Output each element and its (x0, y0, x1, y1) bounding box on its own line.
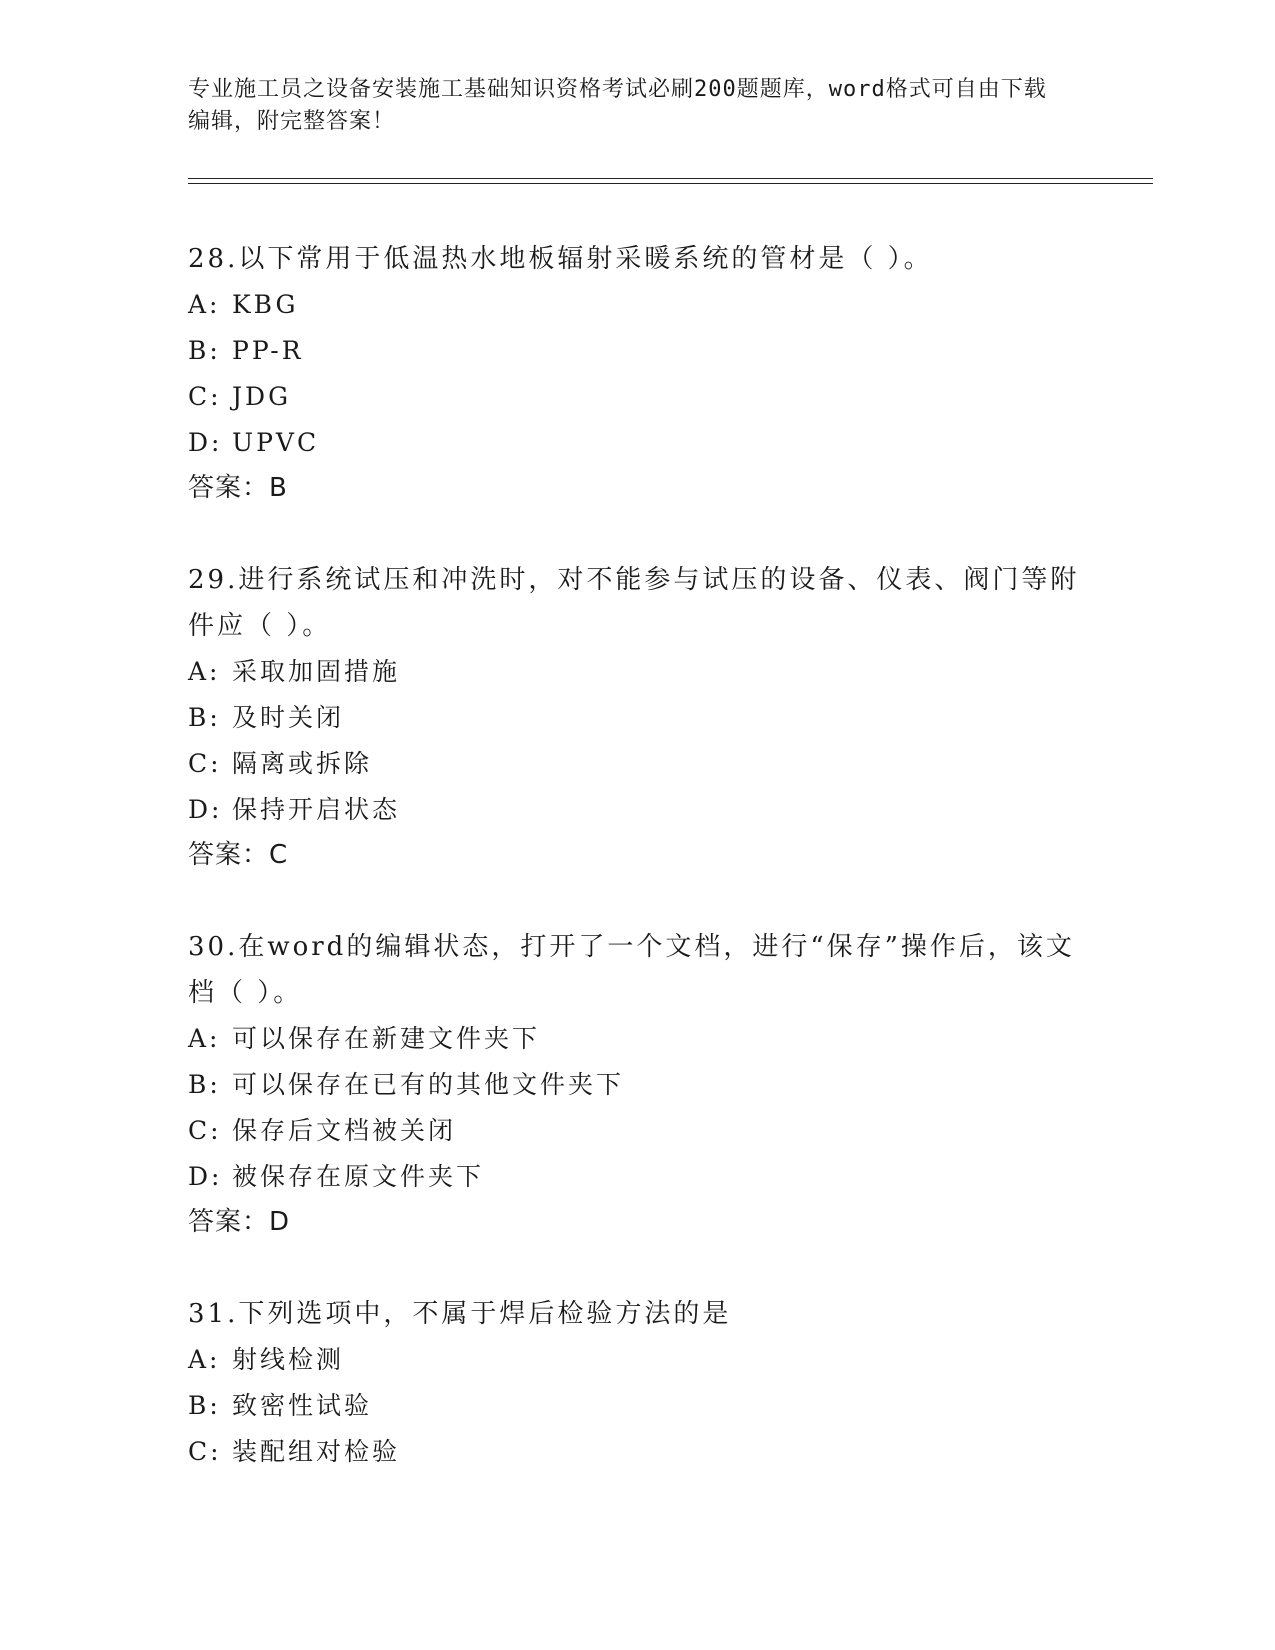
option-b (188, 1062, 1088, 1108)
option-c (188, 1429, 1088, 1475)
option-text: 隔离或拆除 (232, 749, 373, 778)
option-b (188, 1383, 1088, 1429)
option-c (188, 1108, 1088, 1154)
option-text: 采取加固措施 (232, 657, 401, 686)
option-text: 及时关闭 (232, 703, 345, 732)
question-stem: 28.以下常用于低温热水地板辐射采暖系统的管材是（ ）。 (188, 244, 933, 274)
option-text: 装配组对检验 (232, 1437, 401, 1466)
question-item (188, 557, 1088, 877)
question-stem: 29.进行系统试压和冲洗时，对不能参与试压的设备、仪表、阀门等附件应（ ）。 (188, 565, 1080, 641)
option-letter: C: (188, 749, 222, 778)
option-a (188, 649, 1088, 695)
option-text: 射线检测 (232, 1345, 345, 1374)
answer-line: 答案：B (188, 473, 288, 503)
option-letter: B: (188, 703, 221, 732)
option-letter: C: (188, 1116, 222, 1145)
option-text: 保存后文档被关闭 (232, 1116, 457, 1145)
option-text: UPVC (232, 428, 320, 457)
option-text: 可以保存在新建文件夹下 (232, 1024, 541, 1053)
question-item (188, 1291, 1088, 1475)
option-letter: A: (188, 1024, 221, 1053)
option-text: 可以保存在已有的其他文件夹下 (232, 1070, 625, 1099)
option-letter: A: (188, 290, 221, 319)
option-letter: A: (188, 657, 221, 686)
option-text: JDG (232, 382, 292, 411)
option-text: PP-R (232, 336, 304, 365)
option-d (188, 420, 1088, 466)
option-letter: B: (188, 1391, 221, 1420)
header-divider-top (188, 178, 1153, 179)
option-letter: D: (188, 428, 223, 457)
option-letter: D: (188, 795, 223, 824)
option-c (188, 741, 1088, 787)
option-b (188, 695, 1088, 741)
option-letter: C: (188, 1437, 222, 1466)
answer-line: 答案：C (188, 840, 289, 870)
option-text: 致密性试验 (232, 1391, 373, 1420)
option-text: 被保存在原文件夹下 (232, 1162, 485, 1191)
option-a (188, 282, 1088, 328)
option-b (188, 328, 1088, 374)
option-d (188, 787, 1088, 833)
option-letter: B: (188, 336, 221, 365)
header-divider-bottom (188, 183, 1153, 184)
option-letter: B: (188, 1070, 221, 1099)
document-header: 专业施工员之设备安装施工基础知识资格考试必刷200题题库，word格式可自由下载编辑，附完整答案！ (188, 77, 1047, 134)
option-letter: A: (188, 1345, 221, 1374)
option-c (188, 374, 1088, 420)
option-letter: C: (188, 382, 222, 411)
question-item (188, 924, 1088, 1244)
option-a (188, 1337, 1088, 1383)
answer-line: 答案：D (188, 1207, 291, 1237)
question-item (188, 236, 1088, 510)
option-letter: D: (188, 1162, 223, 1191)
question-stem: 31.下列选项中，不属于焊后检验方法的是 (188, 1299, 732, 1329)
question-list (188, 236, 1088, 1522)
option-text: 保持开启状态 (232, 795, 401, 824)
option-d (188, 1154, 1088, 1200)
question-stem: 30.在word的编辑状态，打开了一个文档，进行“保存”操作后，该文档（ ）。 (188, 932, 1075, 1008)
option-a (188, 1016, 1088, 1062)
option-text: KBG (232, 290, 299, 319)
